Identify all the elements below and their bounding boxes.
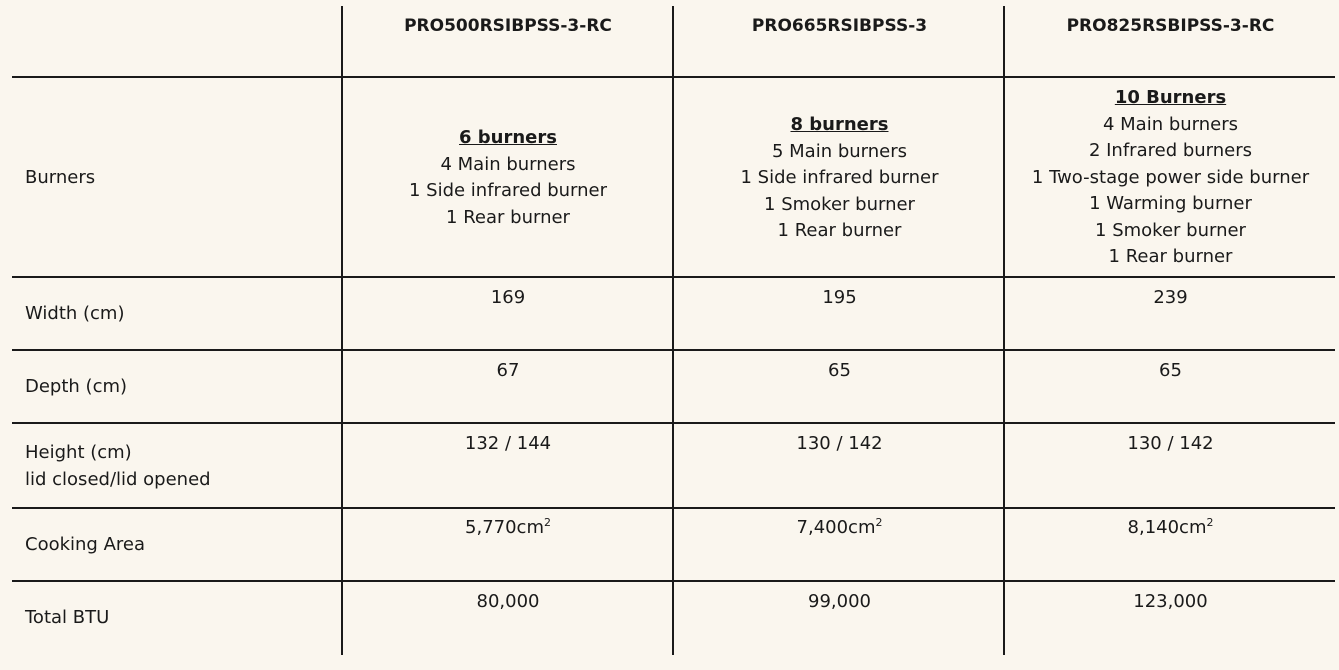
burners-cell: [1006, 85, 1335, 271]
row-divider: [12, 76, 1335, 78]
depth-value: 67: [496, 360, 520, 381]
cooking-area-value: $7,400cm^2$: [796, 516, 883, 538]
total-btu-value: 123,000: [1133, 591, 1208, 612]
row-divider: [12, 507, 1335, 509]
row-label-cooking-area: Cooking Area: [25, 534, 145, 555]
burner-item: 1 Smoker burner: [1095, 219, 1246, 241]
burner-item: 1 Warming burner: [1089, 193, 1252, 214]
burner-item: 5 Main burners: [771, 140, 908, 162]
burners-cell: [343, 125, 673, 231]
burner-item: 1 Side infrared burner: [408, 180, 608, 201]
burner-item: 1 Smoker burner: [764, 193, 915, 215]
burner-total: 10 Burners: [1114, 87, 1227, 108]
height-value: 132 / 144: [464, 433, 552, 454]
model-header: PRO665RSIBPSS-3: [751, 16, 928, 36]
burner-item: 1 Two-stage power side burner: [1031, 166, 1310, 188]
total-btu-value: 99,000: [808, 591, 871, 612]
height-value: 130 / 142: [1127, 433, 1214, 454]
column-divider: [341, 6, 343, 655]
depth-value: 65: [1159, 360, 1182, 381]
burner-item: 4 Main burners: [440, 153, 576, 175]
row-divider: [12, 422, 1335, 424]
burner-item: 1 Rear burner: [446, 206, 570, 228]
burner-item: 2 Infrared burners: [1088, 140, 1253, 161]
burner-item: 1 Rear burner: [777, 220, 902, 241]
row-divider: [12, 580, 1335, 582]
burner-item: 1 Side infrared burner: [740, 167, 939, 188]
total-btu-value: 80,000: [476, 591, 540, 612]
row-label-total-btu: Total BTU: [25, 607, 110, 628]
width-value: 169: [490, 287, 526, 308]
row-label-burners: Burners: [25, 167, 96, 188]
row-divider: [12, 349, 1335, 351]
row-label-height: Height (cm): [25, 442, 132, 463]
burner-item: 4 Main burners: [1102, 113, 1239, 135]
burner-item: 1 Rear burner: [1108, 246, 1233, 267]
burner-total: 6 burners: [459, 127, 557, 148]
cooking-area-value: $5,770cm^2$: [465, 516, 551, 538]
burner-total: 8 burners: [790, 114, 889, 135]
width-value: 239: [1153, 287, 1188, 308]
burners-cell: [675, 112, 1004, 245]
column-divider: [1003, 6, 1005, 655]
width-value: 195: [822, 287, 857, 308]
row-sublabel-height: lid closed/lid opened: [25, 469, 211, 490]
row-label-width: Width (cm): [25, 303, 125, 324]
column-divider: [672, 6, 674, 655]
model-header: PRO500RSIBPSS-3-RC: [404, 16, 612, 36]
height-value: 130 / 142: [796, 433, 883, 454]
depth-value: 65: [828, 360, 851, 381]
cooking-area-value: $8,140cm^2$: [1127, 516, 1214, 538]
model-header: PRO825RSBIPSS-3-RC: [1066, 16, 1275, 36]
row-divider: [12, 276, 1335, 278]
row-label-depth: Depth (cm): [25, 376, 128, 397]
